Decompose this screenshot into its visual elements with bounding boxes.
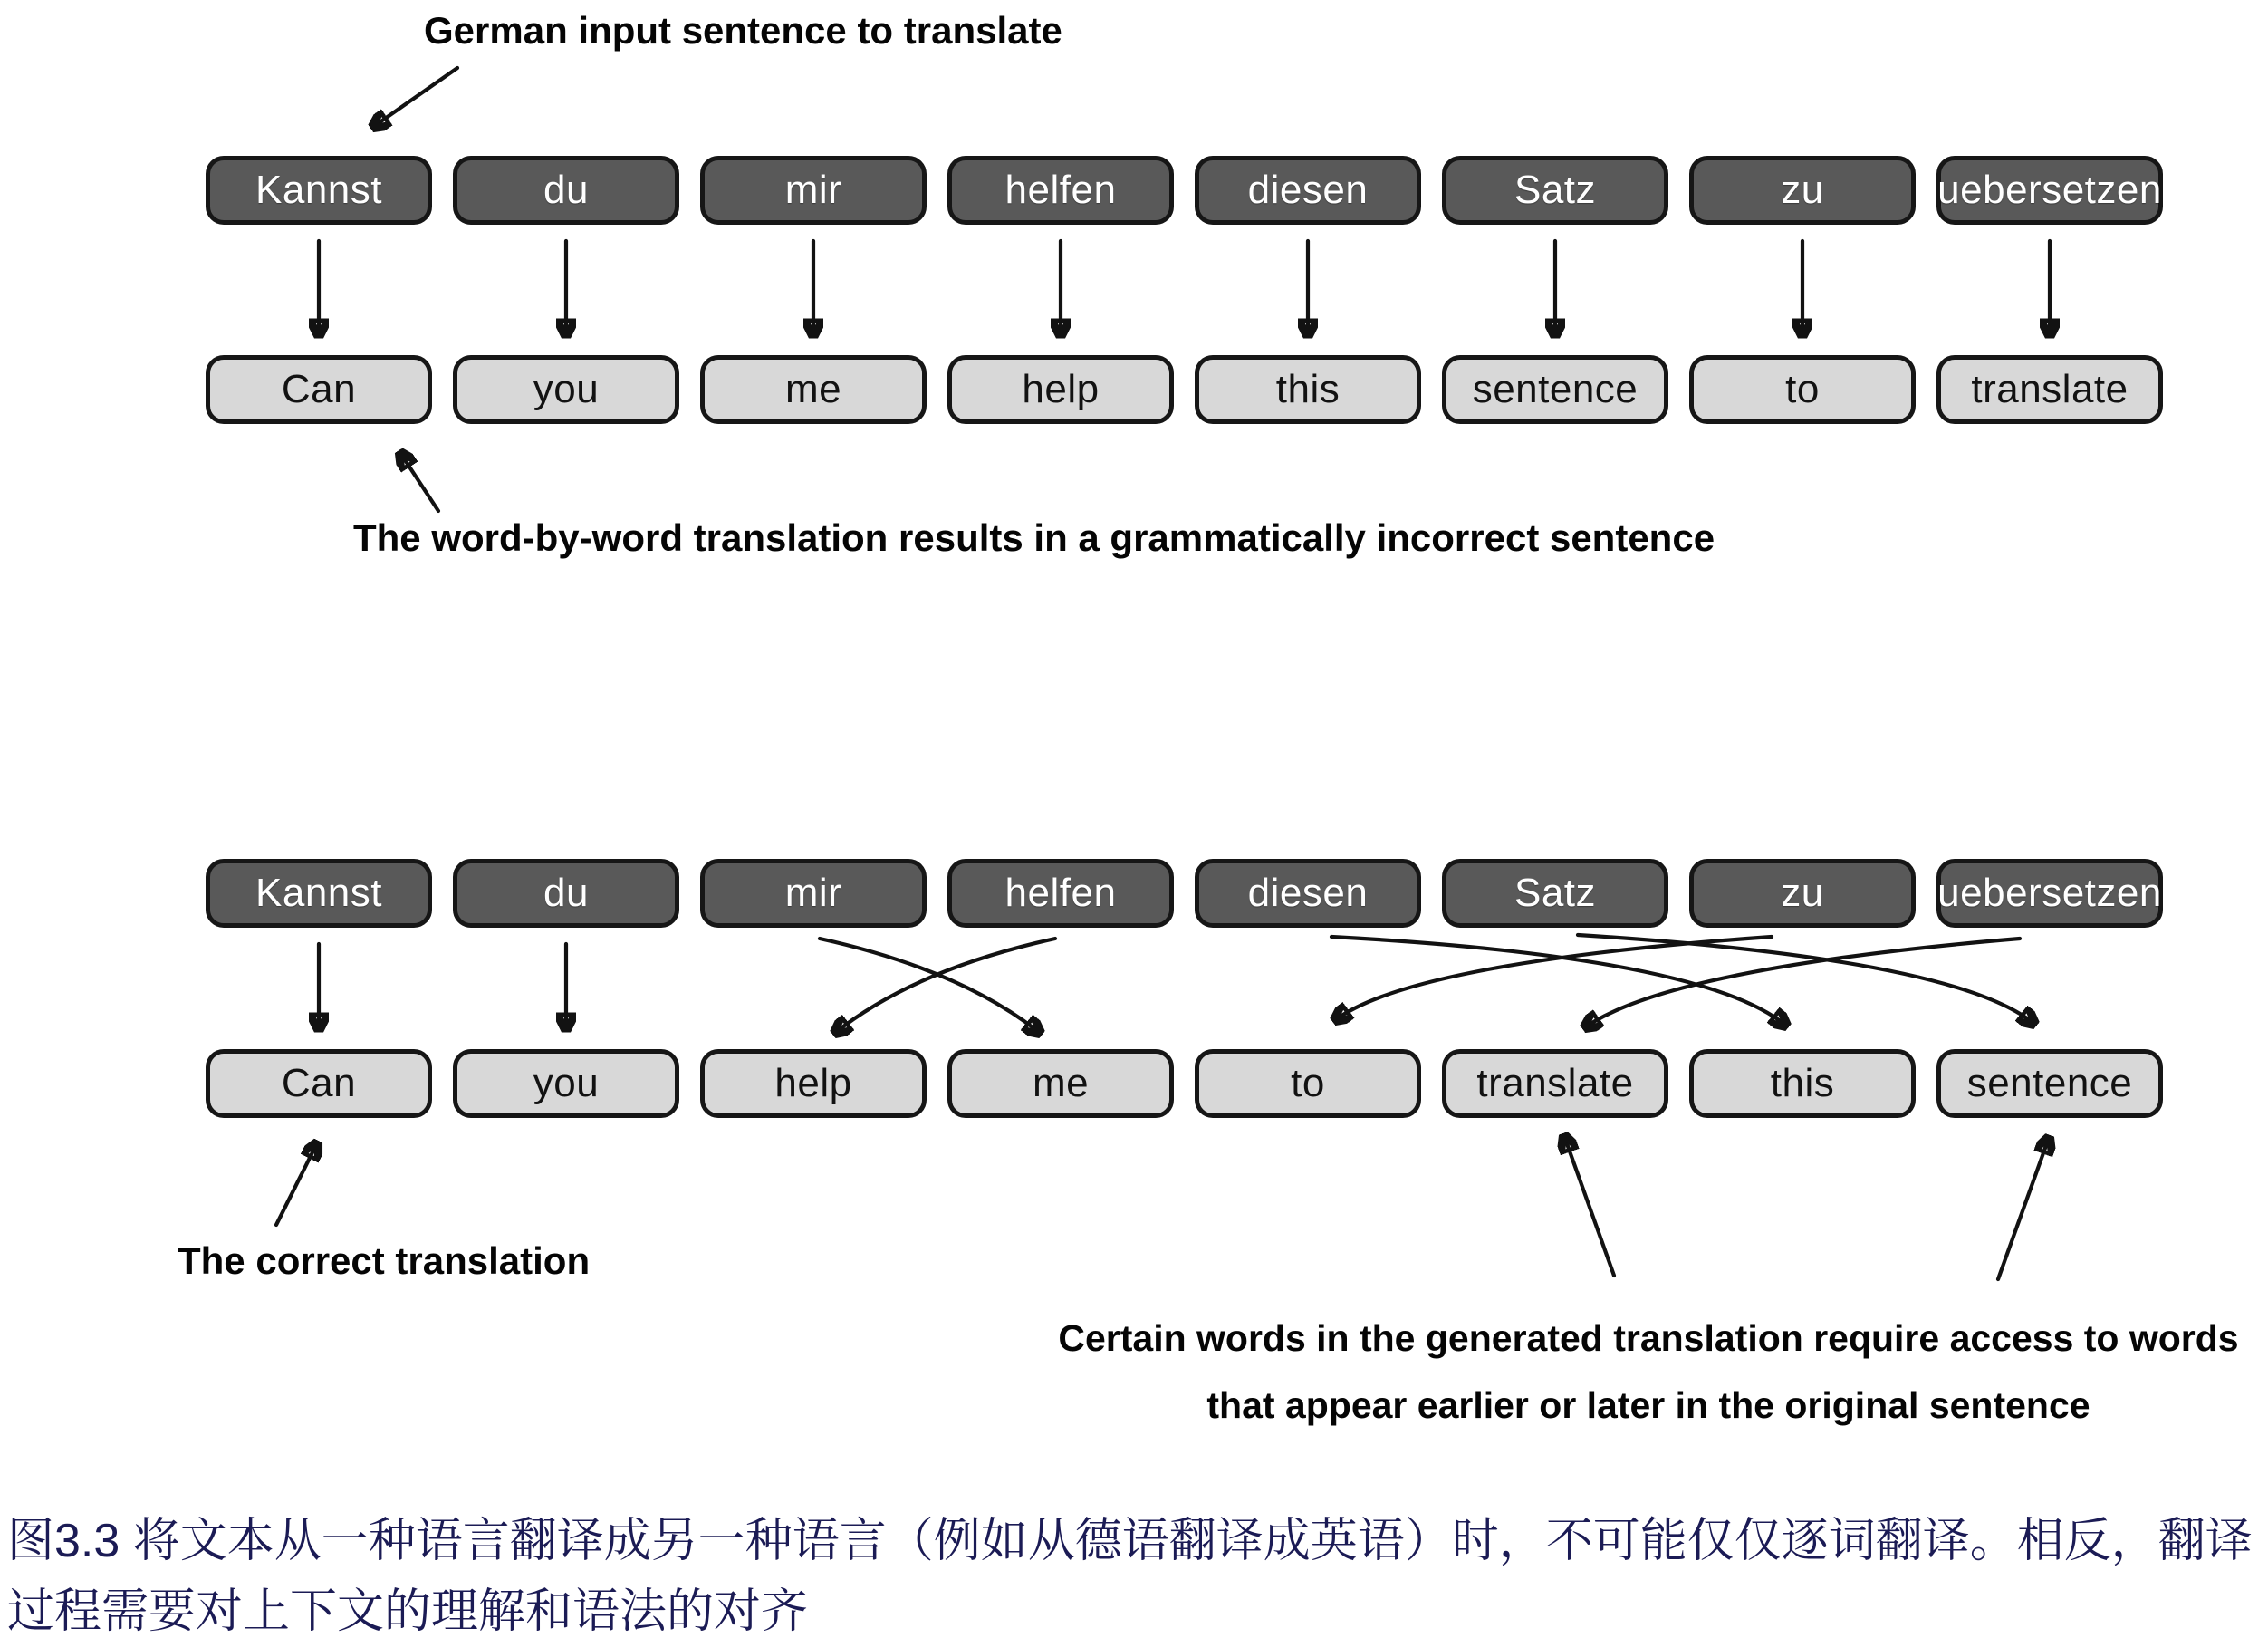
german-word-pill: uebersetzen: [1936, 859, 2163, 928]
english-word-pill: me: [700, 355, 927, 424]
context-access-line1: Certain words in the generated translation require access to words: [1058, 1317, 2239, 1359]
german-word-pill: diesen: [1195, 859, 1421, 928]
arc-diesen-to-this: [1331, 937, 1786, 1026]
german-word-pill: Kannst: [206, 859, 432, 928]
english-word-pill: you: [453, 355, 679, 424]
german-word-pill: diesen: [1195, 156, 1421, 225]
english-word-pill: translate: [1442, 1049, 1668, 1118]
arc-mir-to-me: [820, 939, 1040, 1033]
german-word-pill: zu: [1689, 859, 1916, 928]
english-word-pill: this: [1195, 355, 1421, 424]
context-access-line2: that appear earlier or later in the original sentence: [1206, 1384, 2090, 1426]
arrow-word-by-word-label: [400, 453, 438, 511]
german-word-pill: helfen: [947, 156, 1174, 225]
arrow-context-to-translate: [1564, 1136, 1614, 1276]
german-word-pill: Satz: [1442, 156, 1668, 225]
correct-translation-label: The correct translation: [178, 1239, 591, 1282]
german-word-pill: Satz: [1442, 859, 1668, 928]
english-word-pill: this: [1689, 1049, 1916, 1118]
english-word-pill: to: [1689, 355, 1916, 424]
english-word-pill: Can: [206, 1049, 432, 1118]
english-word-pill: sentence: [1442, 355, 1668, 424]
german-word-pill: uebersetzen: [1936, 156, 2163, 225]
english-word-pill: me: [947, 1049, 1174, 1118]
english-word-pill: to: [1195, 1049, 1421, 1118]
english-word-pill: sentence: [1936, 1049, 2163, 1118]
word-by-word-label: The word-by-word translation results in a grammatically incorrect sentence: [353, 516, 1715, 559]
arc-helfen-to-help: [835, 939, 1055, 1033]
arrow-german-input-label: [373, 68, 457, 127]
arrow-context-to-sentence: [1998, 1138, 2049, 1279]
arc-uebersetzen-to-translate: [1585, 939, 2020, 1027]
english-word-pill: you: [453, 1049, 679, 1118]
german-input-label: German input sentence to translate: [424, 9, 1062, 52]
english-word-pill: Can: [206, 355, 432, 424]
figure-caption-line1: 图3.3 将文本从一种语言翻译成另一种语言（例如从德语翻译成英语）时，不可能仅仅逐词翻译。相反，翻译: [7, 1515, 2253, 1567]
german-word-pill: mir: [700, 859, 927, 928]
english-word-pill: help: [700, 1049, 927, 1118]
arrow-correct-label: [276, 1143, 317, 1225]
german-word-pill: zu: [1689, 156, 1916, 225]
german-word-pill: mir: [700, 156, 927, 225]
figure-caption: [7, 1506, 2264, 1638]
german-word-pill: du: [453, 859, 679, 928]
arc-satz-to-sentence: [1578, 935, 2034, 1024]
english-word-pill: help: [947, 355, 1174, 424]
english-word-pill: translate: [1936, 355, 2163, 424]
german-word-pill: helfen: [947, 859, 1174, 928]
german-word-pill: Kannst: [206, 156, 432, 225]
context-access-label: [1033, 1305, 2264, 1439]
german-word-pill: du: [453, 156, 679, 225]
arc-zu-to-to: [1335, 937, 1772, 1020]
figure-caption-line2: 过程需要对上下文的理解和语法的对齐: [7, 1585, 809, 1638]
